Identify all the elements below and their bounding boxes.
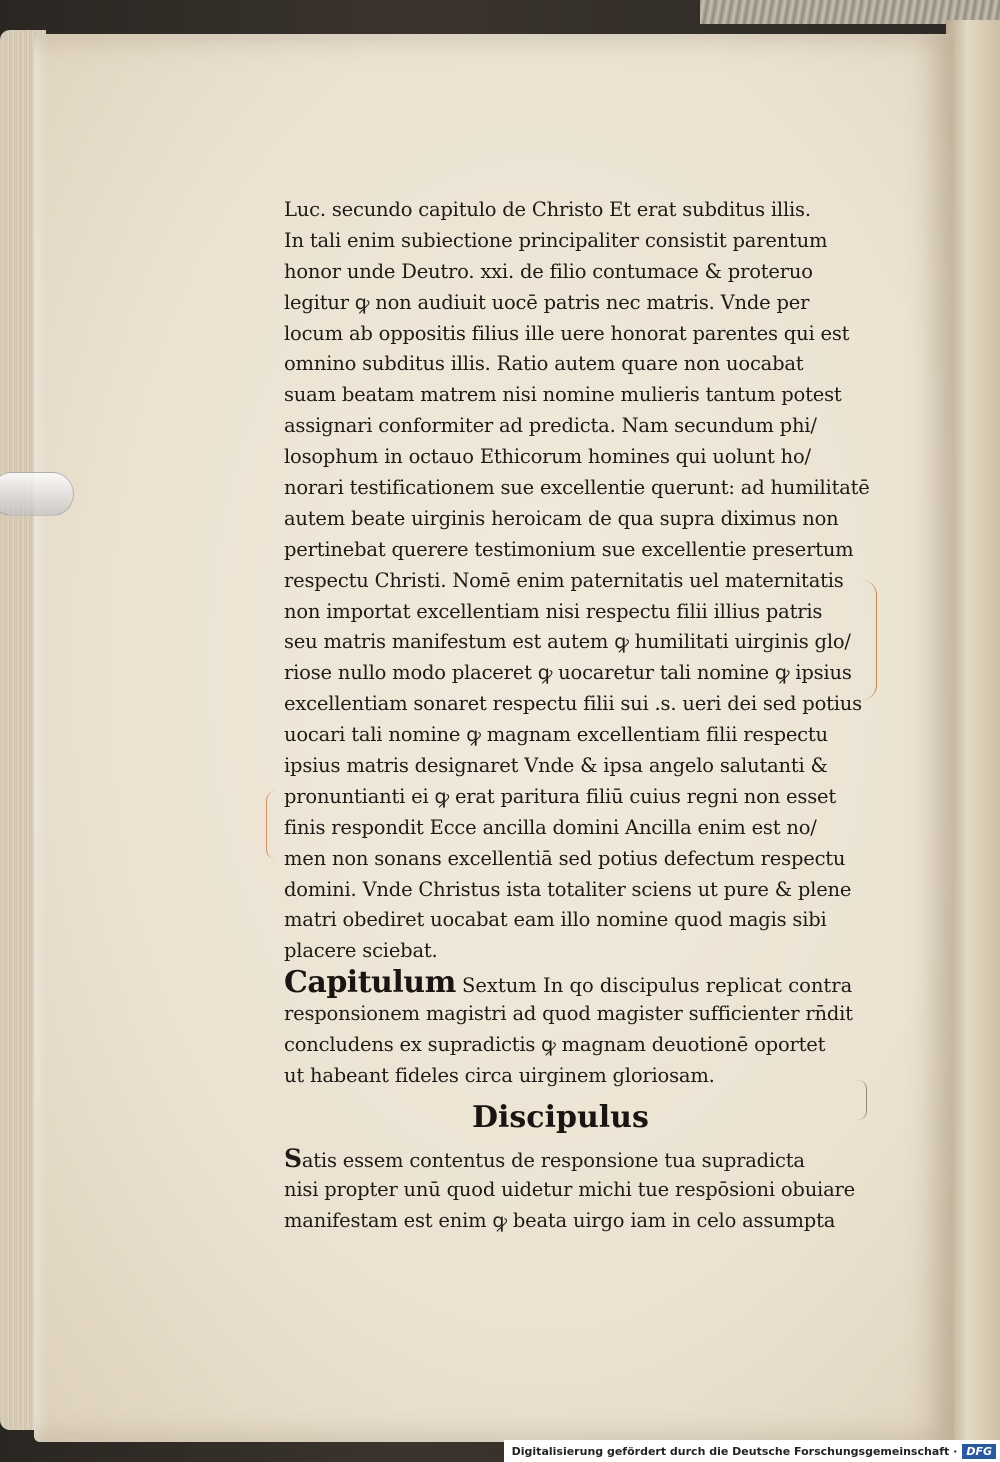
page-clip [0, 472, 74, 516]
chapter-summary [284, 999, 864, 1092]
printed-text-block [284, 195, 870, 1237]
text-line: domini. Vnde Christus ista totaliter sciens ut pure & plene [284, 877, 852, 901]
text-line: autem beate uirginis heroicam de qua supra diximus non [284, 506, 839, 530]
chapter-initial: Capitulum [284, 965, 456, 1001]
text-line: pronuntianti ei ꝙ erat paritura filiū cuius regni non esset [284, 784, 836, 808]
text-line: suam beatam matrem nisi nomine mulieris tantum potest [284, 383, 842, 407]
text-line: assignari conformiter ad predicta. Nam secundum phi/ [284, 414, 817, 438]
book-spine [946, 20, 1000, 1450]
text-line: finis respondit Ecce ancilla domini Ancilla enim est no/ [284, 815, 817, 839]
text-line: losophum in octauo Ethicorum homines qui uolunt ho/ [284, 445, 811, 469]
discipulus-text [284, 1175, 864, 1237]
text-line: ipsius matris designaret Vnde & ipsa angelo salutanti & [284, 754, 828, 778]
text-line: uocari tali nomine ꝙ magnam excellentiam filii respectu [284, 723, 828, 747]
chapter-heading-rest: Sextum In qo discipulus replicat contra [462, 974, 853, 998]
chapter-line: ut habeant fideles circa uirginem gloriosam. [284, 1064, 715, 1088]
text-line: placere sciebat. [284, 939, 438, 963]
text-line: respectu Christi. Nomē enim paternitatis uel maternitatis [284, 568, 844, 592]
discipulus-line: manifestam est enim ꝙ beata uirgo iam in celo assumpta [284, 1208, 836, 1232]
discipulus-line: nisi propter unū quod uidetur michi tue respōsioni obuiare [284, 1177, 855, 1201]
text-line: men non sonans excellentiā sed potius defectum respectu [284, 846, 846, 870]
text-line: pertinebat querere testimonium sue excellentie presertum [284, 537, 854, 561]
text-line: legitur ꝙ non audiuit uocē patris nec matris. Vnde per [284, 290, 810, 314]
text-line: Luc. secundo capitulo de Christo Et erat subditus illis. [284, 198, 811, 221]
text-line: riose nullo modo placeret ꝙ uocaretur tali nomine ꝙ ipsius [284, 661, 852, 685]
text-line: non importat excellentiam nisi respectu filii illius patris [284, 599, 823, 623]
discipulus-first-line [284, 1144, 864, 1175]
text-line: In tali enim subiectione principaliter consistit parentum [284, 228, 828, 252]
chapter-line: responsionem magistri ad quod magister sufficienter rn̄dit [284, 1002, 853, 1026]
footer-text: Digitalisierung gefördert durch die Deutsche Forschungsgemeinschaft · [511, 1444, 958, 1458]
discipulus-first-rest: atis essem contentus de responsione tua supradicta [301, 1148, 805, 1172]
marginal-bracket [862, 580, 877, 700]
text-line: omnino subditus illis. Ratio autem quare non uocabat [284, 352, 804, 376]
marginal-bracket-left [266, 790, 277, 860]
drop-initial: S [284, 1143, 302, 1173]
dfg-logo: DFG [962, 1444, 996, 1459]
text-line: excellentiam sonaret respectu filii sui .s. ueri dei sed potius [284, 692, 862, 716]
chapter-heading-line [284, 967, 864, 999]
chapter-line: concludens ex supradictis ꝙ magnam deuotionē oportet [284, 1033, 826, 1057]
discipulus-heading: Discipulus [472, 1099, 649, 1135]
body-text [284, 195, 870, 967]
digitization-footer [504, 1440, 1000, 1462]
text-line: honor unde Deutro. xxi. de filio contumace & proteruo [284, 259, 813, 283]
marginal-bracket-lower [858, 1080, 867, 1120]
text-line: locum ab oppositis filius ille uere honorat parentes qui est [284, 321, 850, 345]
text-line: matri obediret uocabat eam illo nomine quod magis sibi [284, 908, 827, 932]
text-line: norari testificationem sue excellentie querunt: ad humilitatē [284, 476, 870, 500]
text-line: seu matris manifestum est autem ꝙ humilitati uirginis glo/ [284, 630, 851, 654]
